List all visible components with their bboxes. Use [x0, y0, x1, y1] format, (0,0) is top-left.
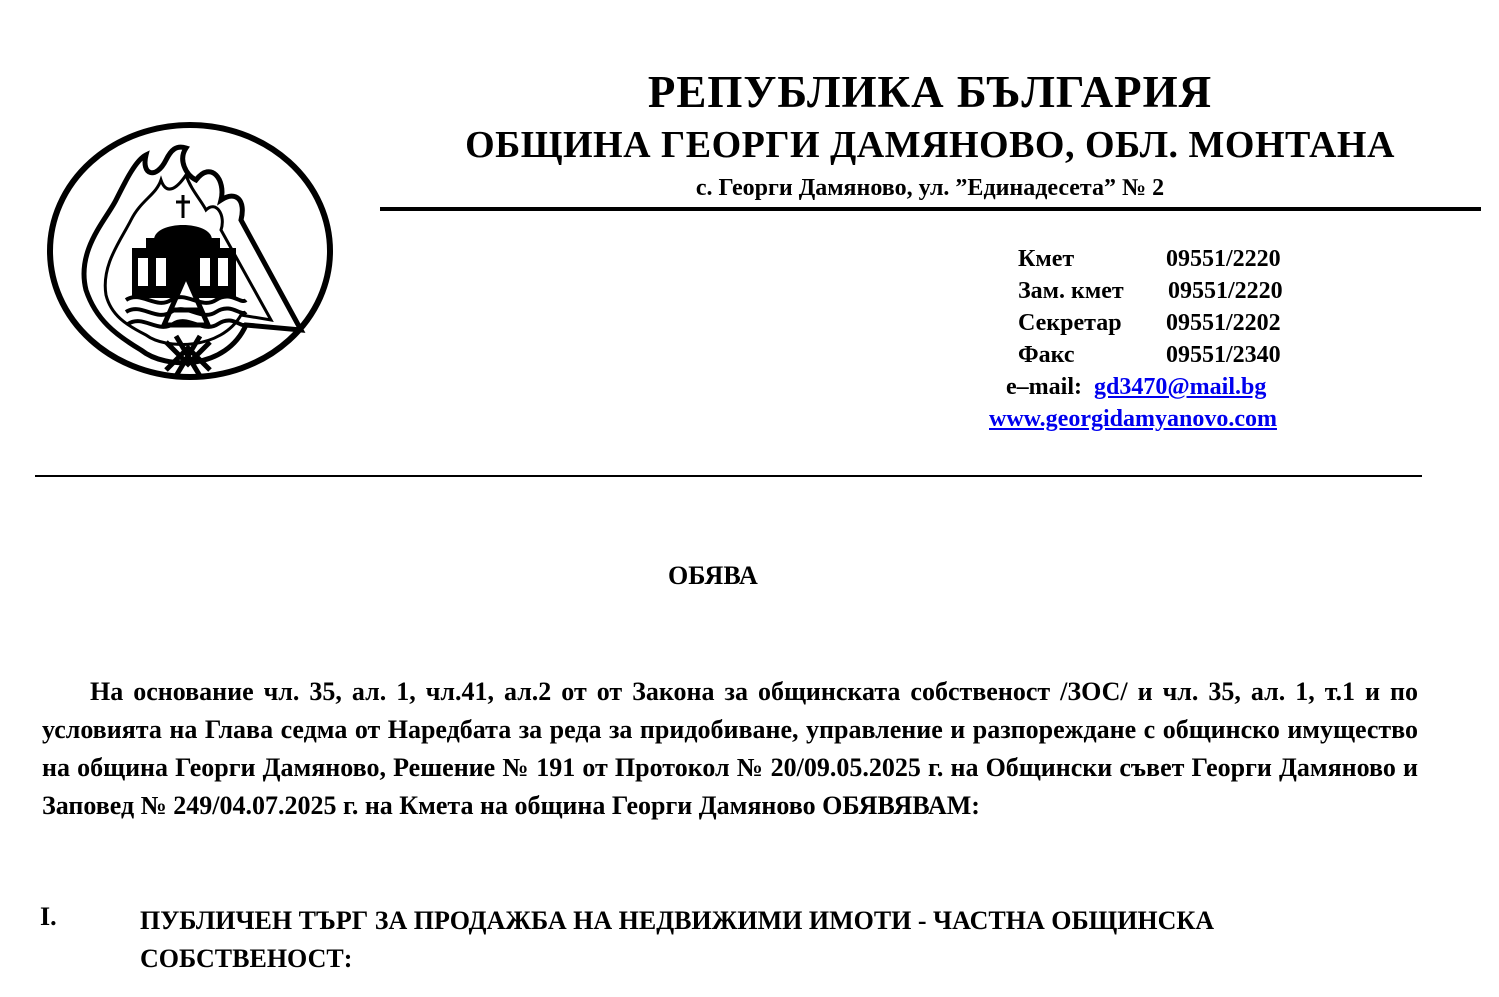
notice-body-text: На основание чл. 35, ал. 1, чл.41, ал.2 от от Закона за общинската собственост /ЗОС/ и чл. 35, ал. 1, т.1 и по условията на Глава седма от Наредбата за реда за придобиване, управление и разпореждане с общинско имущество на община Георги Дамяново, Решение № 191 от Протокол № 20/09.05.2025 г. на Общински съвет Георги Дамяново и Заповед № 249/04.07.2025 г. на Кмета на община Георги Дамяново ОБЯВЯВАМ:: [42, 677, 1418, 820]
contact-phone: 09551/2202: [1166, 310, 1281, 336]
municipality-emblem-icon: [46, 120, 334, 382]
header-address: с. Георги Дамяново, ул. ”Единадесета” № 2: [695, 175, 1165, 201]
website-row: [989, 406, 1277, 433]
contact-label: Кмет: [1018, 246, 1075, 272]
website-link[interactable]: www.georgidamyanovo.com: [989, 406, 1277, 432]
contact-phone: 09551/2220: [1166, 246, 1281, 272]
contact-label: Зам. кмет: [1018, 278, 1124, 304]
contact-label: Факс: [1018, 342, 1075, 368]
notice-body: [42, 673, 1418, 825]
header-divider: [380, 207, 1481, 211]
section-divider: [35, 475, 1422, 477]
header-country: РЕПУБЛИКА БЪЛГАРИЯ: [647, 67, 1213, 117]
contact-phone: 09551/2220: [1168, 278, 1283, 304]
email-row: [1006, 374, 1266, 401]
email-label: e–mail:: [1006, 374, 1082, 400]
contact-phone: 09551/2340: [1166, 342, 1281, 368]
notice-title: ОБЯВА: [668, 561, 758, 590]
contact-label: Секретар: [1018, 310, 1122, 336]
header-municipality: ОБЩИНА ГЕОРГИ ДАМЯНОВО, ОБЛ. МОНТАНА: [465, 124, 1395, 166]
section-number: I.: [40, 902, 57, 931]
email-link[interactable]: gd3470@mail.bg: [1093, 374, 1267, 400]
section-title: ПУБЛИЧЕН ТЪРГ ЗА ПРОДАЖБА НА НЕДВИЖИМИ ИМОТИ - ЧАСТНА ОБЩИНСКА СОБСТВЕНОСТ:: [140, 906, 1215, 973]
